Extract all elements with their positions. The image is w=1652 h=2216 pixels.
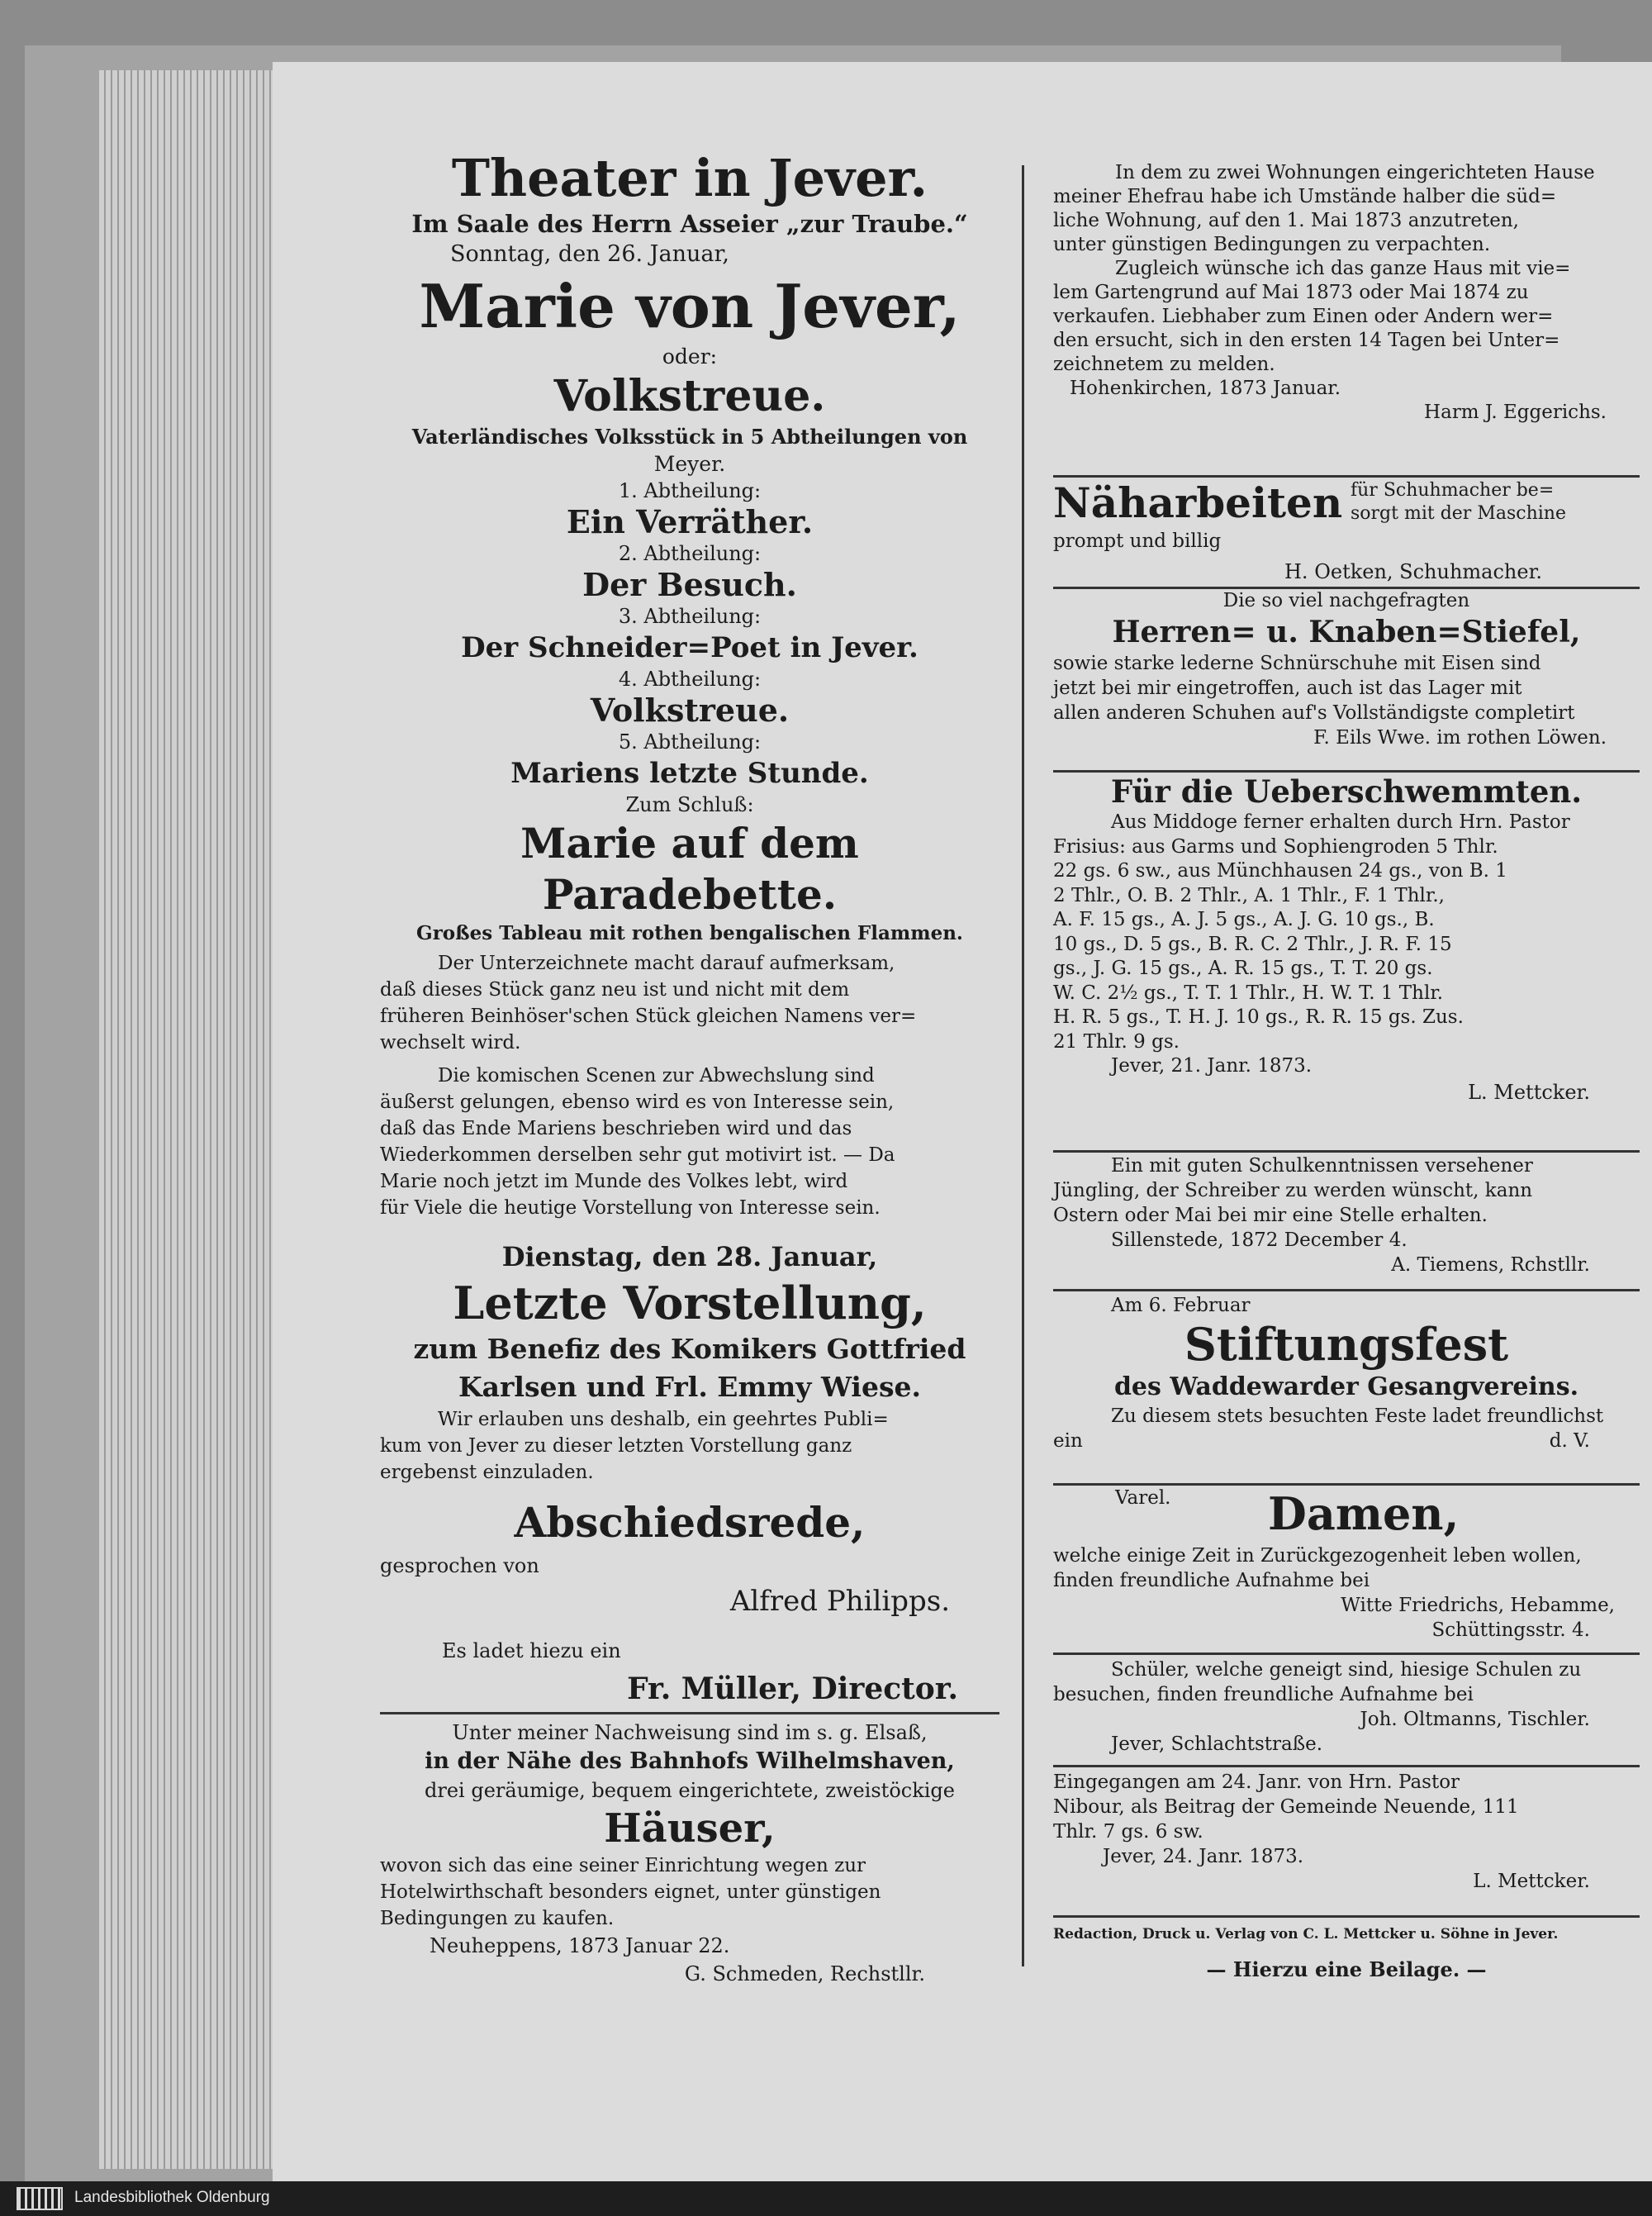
schueler-notice: [1053, 1657, 1640, 1757]
library-building-icon: [17, 2187, 63, 2210]
rule: [1053, 1765, 1640, 1767]
theater-notice: [380, 149, 999, 1710]
text-line: 22 gs. 6 sw., aus Münchhausen 24 gs., von B. 1: [1053, 860, 1507, 882]
text-line: sowie starke lederne Schnürschuhe mit Eisen sind: [1053, 653, 1541, 674]
theater-para-2: [380, 1063, 999, 1221]
naeh-title: Näharbeiten: [1053, 478, 1343, 527]
damen-sign-2: Schüttingsstr. 4.: [1431, 1619, 1590, 1641]
houses-place: Neuheppens, 1873 Januar 22.: [430, 1934, 730, 1957]
act-2-label: 2. Abtheilung:: [618, 542, 762, 565]
juengling-notice: [1053, 1153, 1640, 1277]
play-genre: Vaterländisches Volksstück in 5 Abtheilungen von: [411, 425, 968, 449]
tableau: Großes Tableau mit rothen bengalischen Flammen.: [416, 922, 963, 944]
stiefel-notice: [1053, 588, 1640, 750]
fest-body-1: Zu diesem stets besuchten Feste ladet freundlichst: [1111, 1405, 1604, 1427]
finale-label: Zum Schluß:: [625, 793, 754, 816]
finale-title: Marie auf dem Paradebette.: [520, 819, 859, 919]
eggerichs-sign: Harm J. Eggerichs.: [1424, 402, 1607, 423]
text-line: finden freundliche Aufnahme bei: [1053, 1570, 1370, 1591]
text-line: allen anderen Schuhen auf's Vollständigste completirt: [1053, 702, 1575, 724]
damen-title: Damen,: [1268, 1487, 1460, 1540]
text-line: Die komischen Scenen zur Abwechslung sind: [438, 1065, 875, 1087]
text-line: In dem zu zwei Wohnungen eingerichteten Hause: [1115, 162, 1595, 183]
ueberschwemmten-notice: [1053, 773, 1640, 1106]
text-line: lem Gartengrund auf Mai 1873 oder Mai 1874 zu: [1053, 282, 1529, 303]
damen-place: Varel.: [1115, 1487, 1171, 1509]
stiftungsfest-notice: [1053, 1293, 1640, 1453]
text-line: wechselt wird.: [380, 1032, 521, 1053]
text-line: 2 Thlr., O. B. 2 Thlr., A. 1 Thlr., F. 1 Thlr.,: [1053, 884, 1445, 906]
benefit-line-2: Karlsen und Frl. Emmy Wiese.: [458, 1371, 922, 1403]
act-5-name: Mariens letzte Stunde.: [510, 757, 869, 790]
play-oder: oder:: [662, 345, 718, 369]
fest-body-2: [1053, 1429, 1640, 1453]
ueber-title: Für die Ueberschwemmten.: [1110, 773, 1583, 810]
last-performance: Letzte Vorstellung,: [453, 1277, 927, 1329]
imprint: Redaction, Druck u. Verlag von C. L. Mettcker u. Söhne in Jever.: [1053, 1926, 1559, 1943]
farewell-speech: Abschiedsrede,: [514, 1498, 866, 1547]
theater-title: Theater in Jever.: [451, 148, 928, 208]
text-line: Bedingungen zu kaufen.: [380, 1908, 615, 1929]
act-4-name: Volkstreue.: [590, 692, 790, 729]
fest-title: Stiftungsfest: [1184, 1318, 1509, 1371]
act-3-label: 3. Abtheilung:: [618, 605, 762, 628]
naeh-side-3: prompt und billig: [1053, 530, 1222, 552]
column-divider: [1022, 165, 1024, 1966]
text-line: Der Unterzeichnete macht darauf aufmerksam,: [438, 953, 895, 974]
fest-sign: d. V.: [1549, 1430, 1590, 1452]
text-line: Schüler, welche geneigt sind, hiesige Schulen zu: [1111, 1659, 1582, 1681]
act-3-name: Der Schneider=Poet in Jever.: [461, 631, 919, 664]
theater-date-2: Dienstag, den 28. Januar,: [501, 1241, 878, 1272]
theater-para-1: [380, 950, 999, 1056]
text-line: Wiederkommen derselben sehr gut motivirt ist. — Da: [380, 1144, 895, 1166]
houses-sign: G. Schmeden, Rechstllr.: [684, 1962, 925, 1985]
text-line: früheren Beinhöser'schen Stück gleichen Namens ver=: [380, 1006, 917, 1027]
houses-notice: [380, 1719, 999, 1988]
damen-body: [1053, 1543, 1640, 1643]
text-line: unter günstigen Bedingungen zu verpachten.: [1053, 234, 1491, 255]
text-line: Marie noch jetzt im Munde des Volkes lebt, wird: [380, 1171, 848, 1192]
text-line: äußerst gelungen, ebenso wird es von Interesse sein,: [380, 1091, 895, 1113]
schueler-sign: Joh. Oltmanns, Tischler.: [1360, 1709, 1590, 1730]
text-line: jetzt bei mir eingetroffen, auch ist das Lager mit: [1053, 678, 1522, 699]
rule: [1053, 1150, 1640, 1153]
eggerichs-notice: [1053, 161, 1640, 425]
text-line: Thlr. 7 gs. 6 sw.: [1053, 1821, 1203, 1843]
library-footer: [0, 2181, 1652, 2216]
text-line: verkaufen. Liebhaber zum Einen oder Andern wer=: [1053, 306, 1554, 327]
spoken-by: gesprochen von: [380, 1554, 539, 1577]
act-1-label: 1. Abtheilung:: [618, 479, 762, 502]
act-1-name: Ein Verräther.: [566, 503, 814, 540]
text-line: Ostern oder Mai bei mir eine Stelle erhalten.: [1053, 1205, 1488, 1226]
text-line: meiner Ehefrau habe ich Umstände halber die süd=: [1053, 186, 1557, 207]
benefit-line-1: zum Benefiz des Komikers Gottfried: [413, 1333, 966, 1365]
text-line: für Viele die heutige Vorstellung von Interesse sein.: [380, 1197, 881, 1219]
act-2-name: Der Besuch.: [582, 566, 797, 603]
fest-date: Am 6. Februar: [1111, 1295, 1251, 1316]
act-4-label: 4. Abtheilung:: [618, 668, 762, 691]
rule: [380, 1712, 999, 1714]
invite-line: Es ladet hiezu ein: [442, 1639, 621, 1662]
houses-line-2: in der Nähe des Bahnhofs Wilhelmshaven,: [425, 1748, 955, 1774]
text-line: Eingegangen am 24. Janr. von Hrn. Pastor: [1053, 1771, 1460, 1793]
text-line: gs., J. G. 15 gs., A. R. 15 gs., T. T. 20 gs.: [1053, 958, 1433, 979]
rule: [1053, 1289, 1640, 1291]
beilage: — Hierzu eine Beilage. —: [1206, 1957, 1487, 1981]
library-label: Landesbibliothek Oldenburg: [74, 2189, 270, 2206]
text-line: den ersucht, sich in den ersten 14 Tagen bei Unter=: [1053, 330, 1560, 351]
eingang-notice: [1053, 1770, 1640, 1894]
houses-title: Häuser,: [604, 1805, 776, 1852]
stiefel-sign: F. Eils Wwe. im rothen Löwen.: [1313, 727, 1607, 749]
theater-venue: Im Saale des Herrn Asseier „zur Traube.“: [411, 210, 968, 238]
theater-date-1: Sonntag, den 26. Januar,: [450, 241, 730, 267]
fest-ein: ein: [1053, 1430, 1083, 1452]
director-sign: Fr. Müller, Director.: [627, 1672, 958, 1706]
stiefel-body: [1053, 651, 1640, 725]
text-line: W. C. 2½ gs., T. T. 1 Thlr., H. W. T. 1 Thlr.: [1053, 982, 1444, 1004]
fest-sub: des Waddewarder Gesangvereins.: [1113, 1372, 1579, 1401]
eggerichs-place: Hohenkirchen, 1873 Januar.: [1070, 378, 1341, 399]
houses-line-3: drei geräumige, bequem eingerichtete, zweistöckige: [425, 1779, 955, 1802]
naeh-sign: H. Oetken, Schuhmacher.: [1284, 560, 1543, 583]
text-line: Nibour, als Beitrag der Gemeinde Neuende, 111: [1053, 1796, 1519, 1818]
stiefel-line-1: Die so viel nachgefragten: [1222, 590, 1470, 611]
speaker-name: Alfred Philipps.: [729, 1585, 950, 1618]
text-line: wovon sich das eine seiner Einrichtung wegen zur: [380, 1855, 866, 1876]
text-line: A. F. 15 gs., A. J. 5 gs., A. J. G. 10 gs., B.: [1053, 909, 1435, 930]
text-line: Hotelwirthschaft besonders eignet, unter günstigen: [380, 1881, 881, 1903]
text-line: Zugleich wünsche ich das ganze Haus mit vie=: [1115, 258, 1571, 279]
eingang-sign: L. Mettcker.: [1473, 1871, 1590, 1892]
text-line: Jüngling, der Schreiber zu werden wünscht, kann: [1053, 1180, 1533, 1201]
text-line: welche einige Zeit in Zurückgezogenheit leben wollen,: [1053, 1545, 1582, 1567]
text-line: 21 Thlr. 9 gs.: [1053, 1030, 1180, 1053]
page-stack-edges: [99, 70, 273, 2169]
text-line: liche Wohnung, auf den 1. Mai 1873 anzutreten,: [1053, 210, 1519, 231]
text-line: Aus Middoge ferner erhalten durch Hrn. Pastor: [1111, 811, 1570, 833]
rule: [1053, 1915, 1640, 1918]
play-subtitle: Volkstreue.: [553, 371, 826, 421]
naeh-side-1: für Schuhmacher be=: [1351, 480, 1555, 501]
text-line: daß das Ende Mariens beschrieben wird und das: [380, 1118, 852, 1139]
damen-sign-1: Witte Friedrichs, Hebamme,: [1341, 1595, 1615, 1616]
text-line: Ein mit guten Schulkenntnissen versehener: [1111, 1155, 1533, 1177]
naeh-side-2: sorgt mit der Maschine: [1351, 503, 1566, 524]
text-line: H. R. 5 gs., T. H. J. 10 gs., R. R. 15 gs. Zus.: [1053, 1006, 1464, 1028]
eingang-place: Jever, 24. Janr. 1873.: [1103, 1846, 1304, 1867]
ueber-place: Jever, 21. Janr. 1873.: [1111, 1055, 1313, 1077]
houses-body: [380, 1852, 999, 1932]
houses-line-1: Unter meiner Nachweisung sind im s. g. Elsaß,: [452, 1721, 928, 1744]
text-line: daß dieses Stück ganz neu ist und nicht mit dem: [380, 979, 850, 1001]
text-line: kum von Jever zu dieser letzten Vorstellung ganz: [380, 1435, 852, 1457]
text-line: besuchen, finden freundliche Aufnahme bei: [1053, 1684, 1474, 1705]
stiefel-title: Herren= u. Knaben=Stiefel,: [1112, 615, 1581, 649]
ueber-sign: L. Mettcker.: [1468, 1080, 1590, 1104]
play-title: Marie von Jever,: [419, 271, 961, 341]
juengling-sign: A. Tiemens, Rchstllr.: [1391, 1254, 1590, 1276]
juengling-place: Sillenstede, 1872 December 4.: [1111, 1229, 1408, 1251]
rule: [1053, 1652, 1640, 1655]
text-line: Frisius: aus Garms und Sophiengroden 5 Thlr.: [1053, 835, 1498, 858]
text-line: Wir erlauben uns deshalb, ein geehrtes Publi=: [438, 1409, 889, 1430]
text-line: ergebenst einzuladen.: [380, 1462, 594, 1483]
text-line: zeichnetem zu melden.: [1053, 354, 1275, 375]
ueber-body: [1053, 811, 1640, 1079]
text-line: 10 gs., D. 5 gs., B. R. C. 2 Thlr., J. R. F. 15: [1053, 933, 1452, 955]
play-author: Meyer.: [653, 452, 726, 476]
act-5-label: 5. Abtheilung:: [618, 730, 762, 754]
theater-para-3: [380, 1406, 999, 1486]
schueler-place: Jever, Schlachtstraße.: [1111, 1733, 1323, 1755]
